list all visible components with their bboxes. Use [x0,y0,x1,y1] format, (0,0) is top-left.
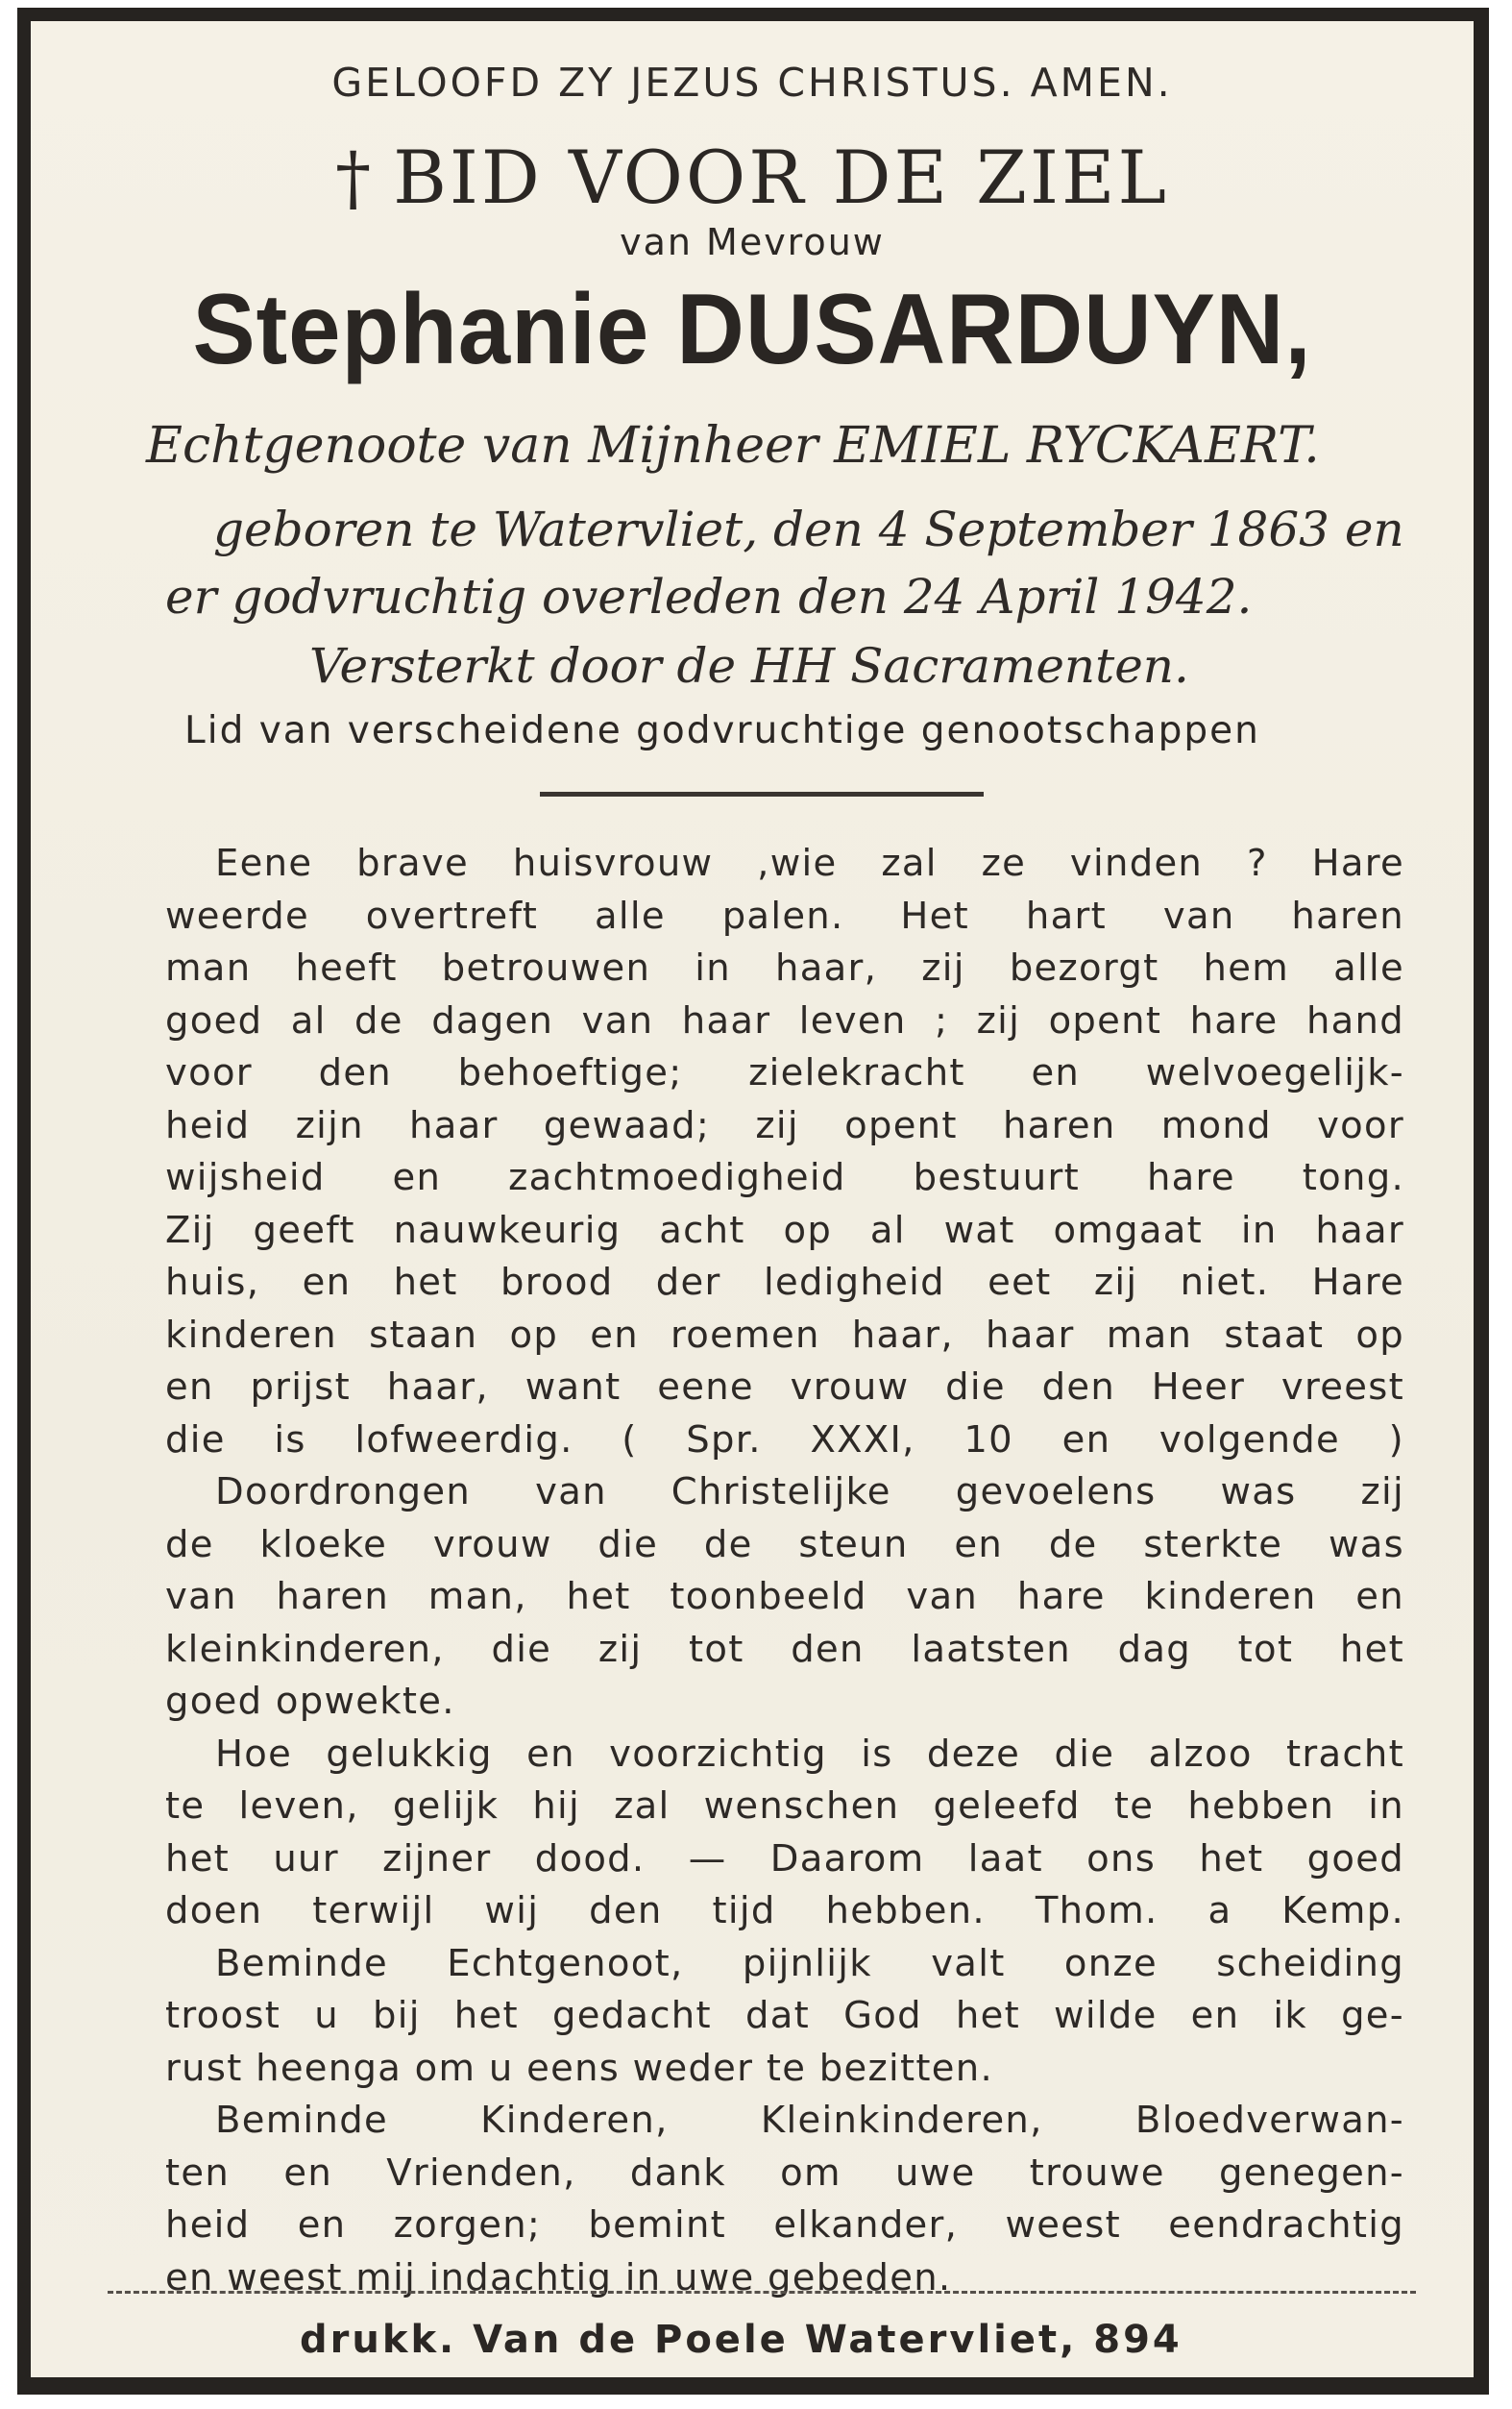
memorial-card [17,8,1489,2395]
body-line: weerde overtreft alle palen. Het hart van haren [165,894,1404,938]
spouse-line: Echtgenoote van Mijnheer EMIEL RYCKAERT. [146,417,1320,475]
body-line: te leven, gelijk hij zal wenschen geleefd te hebben in [165,1784,1404,1828]
body-line: heid en zorgen; bemint elkander, weest eendrachtig [165,2203,1404,2247]
body-line: goed al de dagen van haar leven ; zij opent hare hand [165,998,1404,1043]
membership-line: Lid van verscheidene godvruchtige genootschappen [184,709,1260,752]
body-line: man heeft betrouwen in haar, zij bezorgt hem alle [165,946,1404,990]
body-line: kleinkinderen, die zij tot den laatsten dag tot het [165,1627,1404,1671]
body-line: rust heenga om u eens weder te bezitten. [165,2046,994,2090]
sacraments-line: Versterkt door de HH Sacramenten. [309,638,1189,694]
body-line: huis, en het brood der ledigheid eet zij niet. Hare [165,1261,1404,1304]
motto-line: GELOOFD ZY JEZUS CHRISTUS. AMEN. [331,60,1173,106]
printer-line: drukk. Van de Poele Watervliet, 894 [300,2318,1183,2362]
body-text [165,838,1404,2304]
body-line: Zij geeft nauwkeurig acht op al wat omgaat in haar [165,1208,1404,1252]
divider-rule [540,792,984,797]
body-line: goed opwekte. [165,1680,455,1723]
body-line: kinderen staan op en roemen haar, haar man staat op [165,1313,1404,1357]
body-line: en prijst haar, want eene vrouw die den Heer vreest [165,1365,1404,1409]
van-mevrouw-line: van Mevrouw [620,221,885,263]
body-line: van haren man, het toonbeeld van hare kinderen en [165,1575,1404,1618]
birth-line: geboren te Watervliet, den 4 September 1863 en [213,502,1404,557]
body-line: de kloeke vrouw die de steun en de sterkte was [165,1522,1404,1566]
body-line: Doordrongen van Christelijke gevoelens was zij [215,1470,1404,1513]
bottom-rule [108,2291,1416,2294]
body-line: Beminde Echtgenoot, pijnlijk valt onze scheiding [215,1941,1404,1985]
body-line: Eene brave huisvrouw ,wie zal ze vinden ? Hare [215,842,1404,885]
body-line: doen terwijl wij den tijd hebben. Thom. a Kemp. [165,1889,1404,1932]
body-line: en weest mij indachtig in uwe gebeden. [165,2255,952,2299]
body-line: ten en Vrienden, dank om uwe trouwe genegen- [165,2151,1404,2195]
death-line: er godvruchtig overleden den 24 April 1942. [165,569,1253,625]
body-line: wijsheid en zachtmoedigheid bestuurt hare tong. [165,1156,1404,1199]
heading-line [31,135,1474,220]
body-line: heid zijn haar gewaad; zij opent haren mond voor [165,1103,1404,1147]
body-line: Hoe gelukkig en voorzichtig is deze die alzoo tracht [215,1732,1404,1776]
heading-text: BID VOOR DE ZIEL [393,135,1169,220]
body-line: die is lofweerdig. ( Spr. XXXI, 10 en volgende ) [165,1417,1404,1462]
cross-icon: † [335,137,375,220]
body-line: het uur zijner dood. — Daarom laat ons het goed [165,1836,1404,1880]
deceased-name: Stephanie DUSARDUYN, [192,274,1312,385]
body-line: troost u bij het gedacht dat God het wilde en ik ge- [165,1994,1404,2037]
body-line: Beminde Kinderen, Kleinkinderen, Bloedverwan- [215,2099,1404,2142]
body-line: voor den behoeftige; zielekracht en welvoegelijk- [165,1051,1404,1094]
card-paper [31,21,1474,2377]
